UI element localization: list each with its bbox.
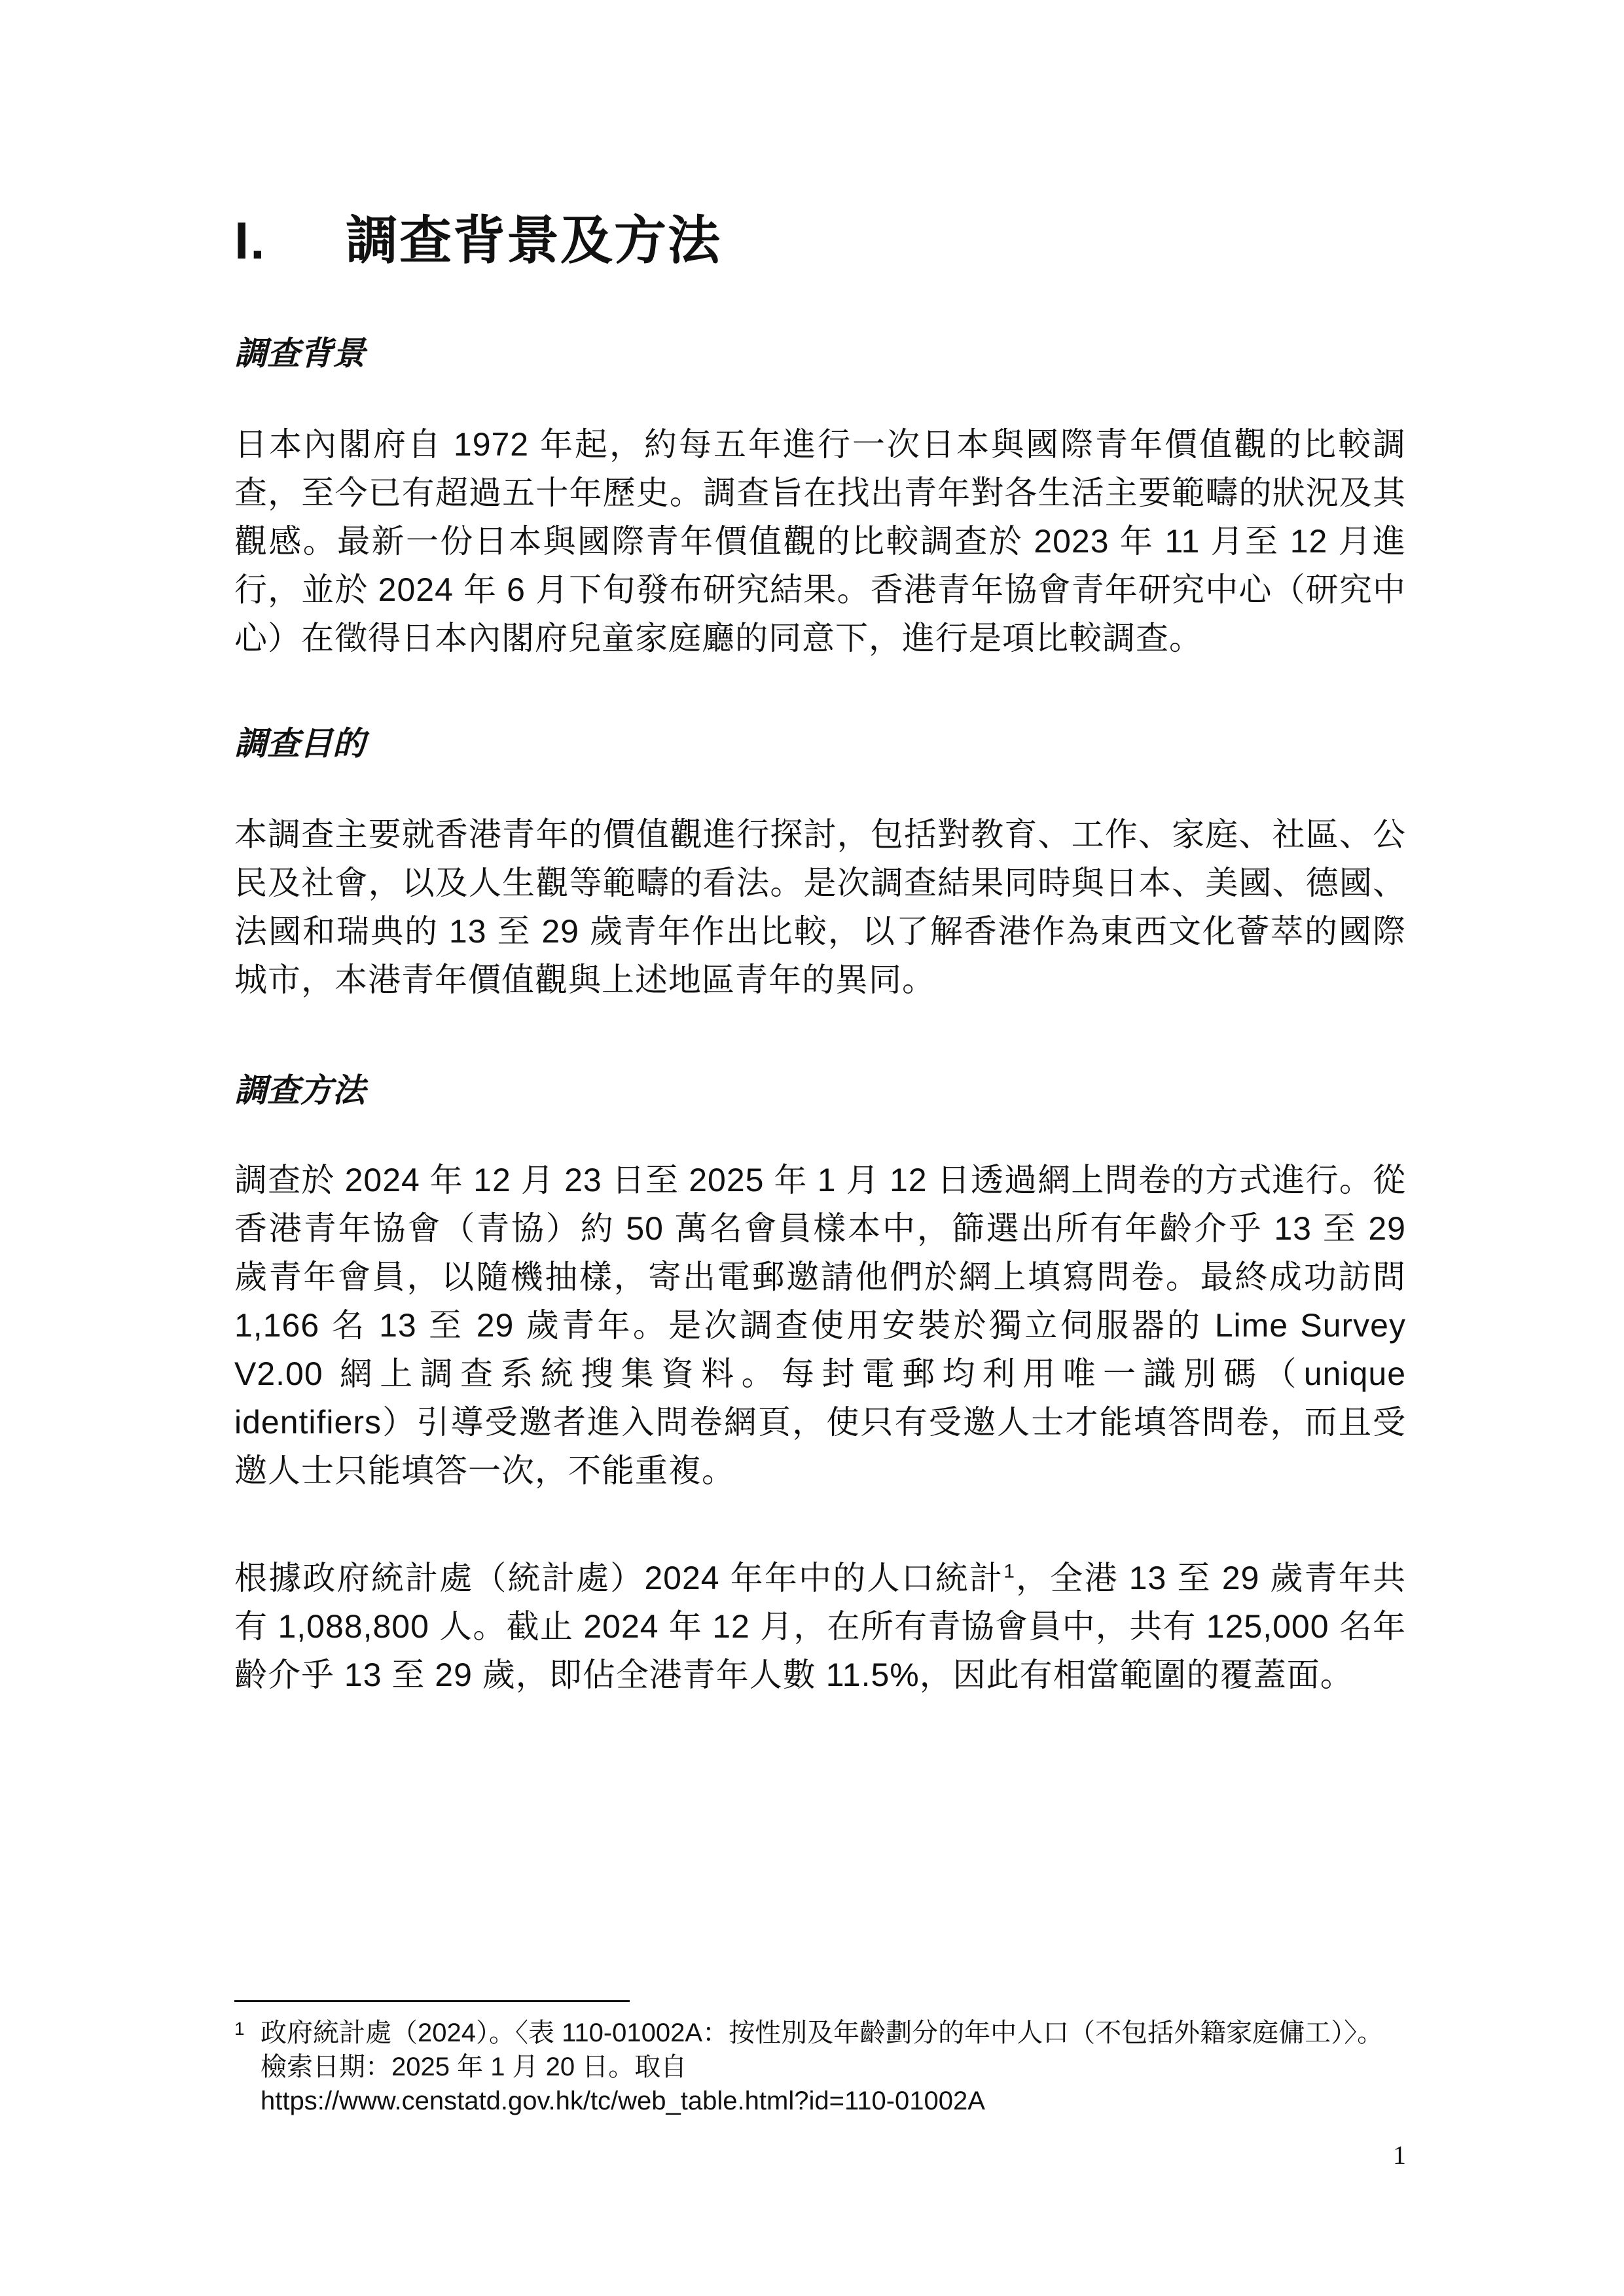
paragraph-text-after-note: ，全港 13 至 29 歲青年共有 1,088,800 人。截止 2024 年 12 月，在所有青協會員中，共有 125,000 名年齡介乎 13 至 29 歲，即佔全港青年人數 11.5%，因此有相當範圍的覆蓋面。 [234,1560,1407,1693]
footnote-body [261,2016,1406,2118]
chapter-title-text: 調查背景及方法 [346,211,721,270]
footnote [234,2016,1406,2118]
section-objective-body [234,810,1406,1004]
paragraph-text-before-note: 根據政府統計處（統計處）2024 年年中的人口統計 [234,1560,1004,1596]
footnote-url-link[interactable]: https://www.censtatd.gov.hk/tc/web_table.html?id=110-01002A [261,2087,985,2115]
section-heading-objective: 調查目的 [234,725,365,762]
section-method-population-paragraph [234,1554,1406,1699]
section-heading-method: 調查方法 [234,1072,365,1109]
section-method-body [234,1156,1406,1495]
paragraph: 本調查主要就香港青年的價值觀進行探討，包括對教育、工作、家庭、社區、公民及社會，以及人生觀等範疇的看法。是次調查結果同時與日本、美國、德國、法國和瑞典的 13 至 29 歲青年作出比較，以了解香港作為東西文化薈萃的國際城市，本港青年價值觀與上述地區青年的異同。 [234,816,1406,998]
paragraph: 日本內閣府自 1972 年起，約每五年進行一次日本與國際青年價值觀的比較調查，至今已有超過五十年歷史。調查旨在找出青年對各生活主要範疇的狀況及其觀感。最新一份日本與國際青年價值觀的比較調查於 2023 年 11 月至 12 月進行，並於 2024 年 6 月下旬發布研究結果。香港青年協會青年研究中心（研究中心）在徵得日本內閣府兒童家庭廳的同意下，進行是項比較調查。 [234,426,1406,656]
chapter-number: I. [234,211,266,270]
paragraph [234,1554,1406,1699]
chapter-title [234,208,721,274]
section-background-body [234,420,1406,662]
footnote-marker: 1 [234,2018,245,2039]
page-number: 1 [1393,2140,1406,2170]
footnote-reference[interactable]: 1 [1003,1560,1015,1583]
paragraph: 調查於 2024 年 12 月 23 日至 2025 年 1 月 12 日透過網上問卷的方式進行。從香港青年協會（青協）約 50 萬名會員樣本中，篩選出所有年齡介乎 13 至 29 歲青年會員，以隨機抽樣，寄出電郵邀請他們於網上填寫問卷。最終成功訪問 1,166 名 13 至 29 歲青年。是次調查使用安裝於獨立伺服器的 Lime Survey V2.00 網上調查系統搜集資料。每封電郵均利用唯一識別碼（unique identifiers）引導受邀者進入問卷網頁，使只有受邀人士才能填答問卷，而且受邀人士只能填答一次，不能重複。 [234,1162,1406,1489]
footnote-text: 政府統計處（2024）。〈表 110-01002A：按性別及年齡劃分的年中人口（不包括外籍家庭傭工）〉。檢索日期：2025 年 1 月 20 日。取自 [261,2018,1384,2081]
section-heading-background: 調查背景 [234,335,365,372]
footnote-separator [234,2000,630,2002]
